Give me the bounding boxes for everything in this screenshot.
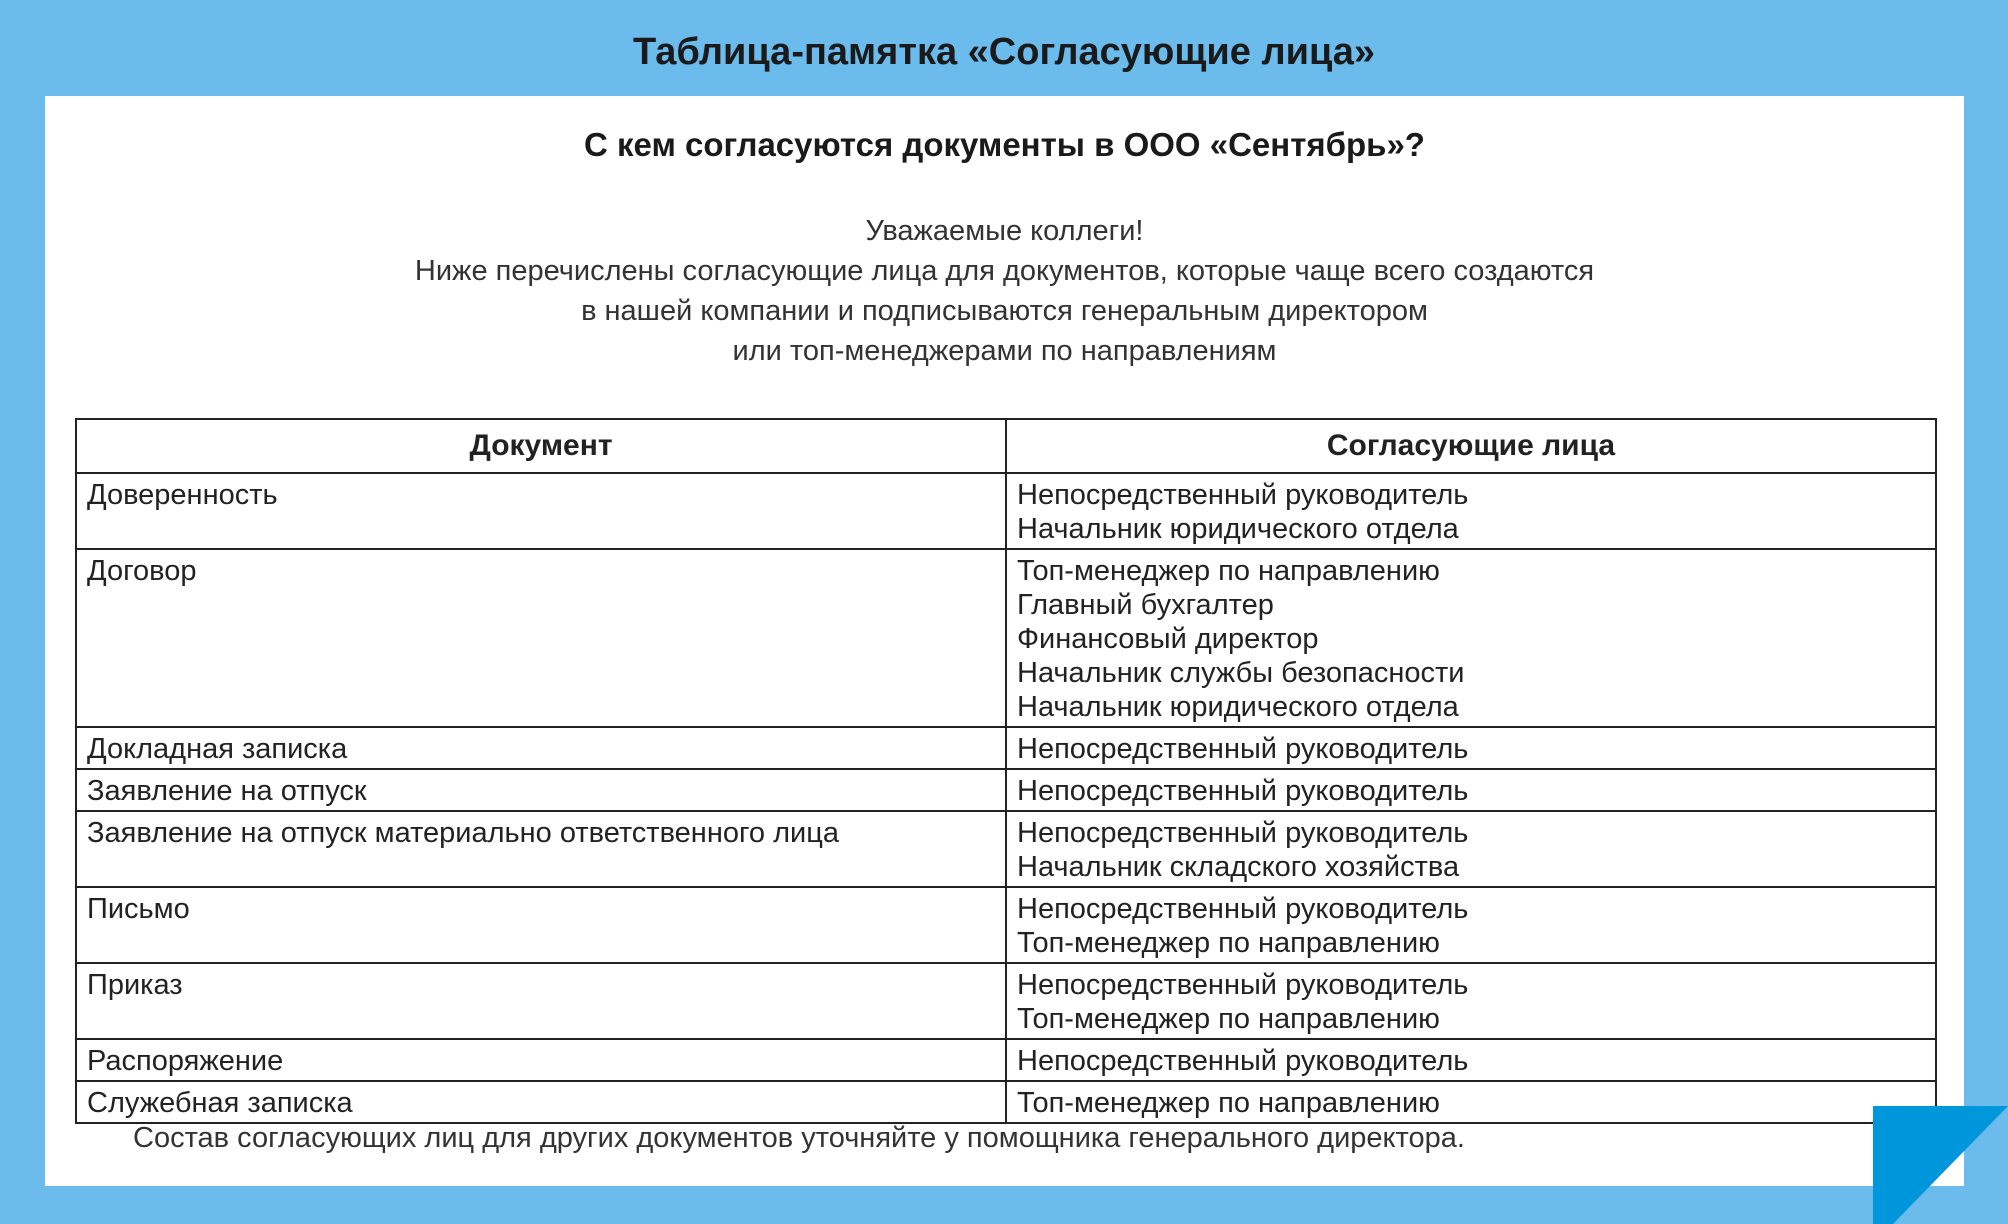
table-row: [76, 887, 1936, 963]
approver-item: Топ-менеджер по направлению: [1017, 555, 1440, 587]
table-row: [76, 727, 1936, 769]
table-row: [76, 1081, 1936, 1123]
table-header-row: [76, 419, 1936, 473]
table-row: [76, 963, 1936, 1039]
approvers-cell: [1006, 769, 1936, 811]
approver-item: Непосредственный руководитель: [1017, 893, 1469, 925]
approver-item: Непосредственный руководитель: [1017, 733, 1469, 765]
page-title: Таблица-памятка «Согласующие лица»: [632, 31, 1376, 73]
approver-item: Начальник юридического отдела: [1017, 691, 1459, 723]
approvers-cell: [1006, 887, 1936, 963]
approvers-cell: [1006, 549, 1936, 727]
document-cell: Договор: [76, 549, 1006, 727]
intro-line: Ниже перечислены согласующие лица для документов, которые чаще всего создаются: [414, 255, 1595, 287]
table-row: [76, 811, 1936, 887]
column-header-document: Документ: [76, 419, 1006, 473]
intro-text: [45, 211, 1964, 371]
document-cell: Заявление на отпуск: [76, 769, 1006, 811]
approvers-cell: [1006, 1039, 1936, 1081]
approvers-cell: [1006, 811, 1936, 887]
approver-item: Непосредственный руководитель: [1017, 1045, 1469, 1077]
approvers-cell: [1006, 727, 1936, 769]
table-row: [76, 769, 1936, 811]
approver-item: Непосредственный руководитель: [1017, 775, 1469, 807]
document-cell: Приказ: [76, 963, 1006, 1039]
approver-item: Финансовый директор: [1017, 623, 1319, 655]
page-curl-corner: [1873, 1106, 2008, 1224]
document-cell: Заявление на отпуск материально ответственного лица: [76, 811, 1006, 887]
approvers-cell: [1006, 473, 1936, 549]
content-panel: [45, 96, 1964, 1186]
approvers-cell: [1006, 963, 1936, 1039]
document-cell: Письмо: [76, 887, 1006, 963]
approver-item: Начальник службы безопасности: [1017, 657, 1465, 689]
approvers-cell: [1006, 1081, 1936, 1123]
approver-item: Непосредственный руководитель: [1017, 817, 1469, 849]
approver-item: Топ-менеджер по направлению: [1017, 927, 1440, 959]
document-cell: Доверенность: [76, 473, 1006, 549]
page-curl-shape: [1873, 1106, 2008, 1224]
table-row: [76, 549, 1936, 727]
approver-item: Начальник складского хозяйства: [1017, 851, 1460, 883]
intro-line: в нашей компании и подписываются генеральным директором: [581, 295, 1428, 327]
document-cell: Докладная записка: [76, 727, 1006, 769]
approver-item: Топ-менеджер по направлению: [1017, 1087, 1440, 1119]
document-cell: Распоряжение: [76, 1039, 1006, 1081]
footnote: Состав согласующих лиц для других документов уточняйте у помощника генерального директора.: [133, 1122, 1465, 1154]
approver-item: Топ-менеджер по направлению: [1017, 1003, 1440, 1035]
table-row: [76, 1039, 1936, 1081]
table-row: [76, 473, 1936, 549]
intro-line: Уважаемые коллеги!: [865, 215, 1144, 247]
panel-subtitle: С кем согласуются документы в ООО «Сентябрь»?: [584, 126, 1425, 163]
intro-line: или топ-менеджерами по направлениям: [732, 335, 1277, 367]
approvals-table: [75, 418, 1937, 1124]
approver-item: Непосредственный руководитель: [1017, 479, 1469, 511]
approver-item: Непосредственный руководитель: [1017, 969, 1469, 1001]
document-cell: Служебная записка: [76, 1081, 1006, 1123]
column-header-approvers: Согласующие лица: [1006, 419, 1936, 473]
approver-item: Начальник юридического отдела: [1017, 513, 1459, 545]
table-body: [76, 473, 1936, 1123]
approver-item: Главный бухгалтер: [1017, 589, 1274, 621]
